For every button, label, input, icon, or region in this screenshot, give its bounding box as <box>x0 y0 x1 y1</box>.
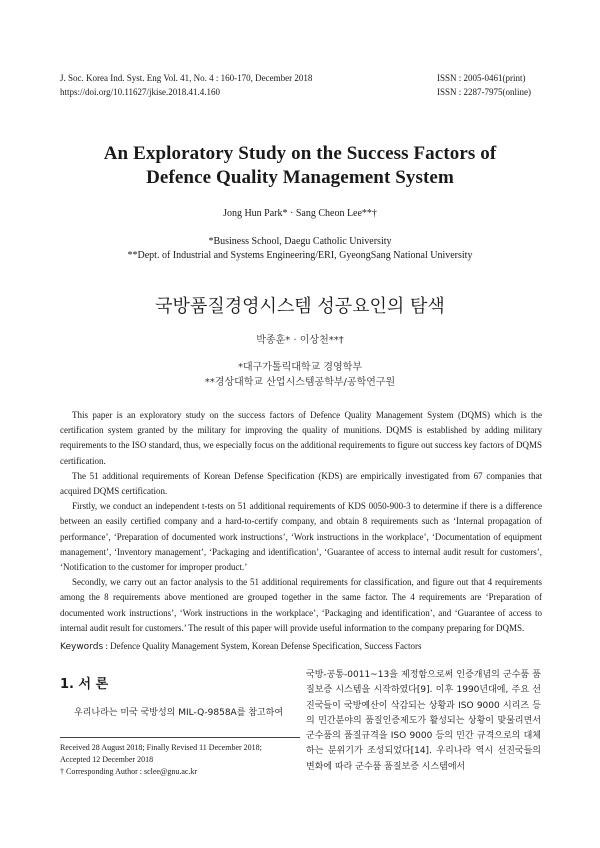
affiliation-english-2: **Dept. of Industrial and Systems Engineering/ERI, GyeongSang National University <box>127 250 473 261</box>
authors-korean: 박종훈* · 이상천**† <box>256 335 344 346</box>
keywords-text: : Defence Quality Management System, Korean Defense Specification, Success Factors <box>105 641 422 651</box>
accepted-date: Accepted 12 December 2018 <box>60 755 154 764</box>
affiliation-english-1: *Business School, Daegu Catholic University <box>208 236 392 247</box>
authors-english: Jong Hun Park* · Sang Cheon Lee**† <box>223 208 377 219</box>
intro-right-column <box>306 668 541 775</box>
affiliations-english <box>60 235 540 263</box>
doi-link[interactable]: https://doi.org/10.11627/jkise.2018.41.4.160 <box>60 86 221 97</box>
affiliation-korean-1: *대구가톨릭대학교 경영학부 <box>237 362 363 373</box>
abstract-paragraph: Secondly, we carry out an factor analysis to the 51 additional requirements for classification, and figure out that 4 requirements among the 8 requirements above mentioned are grouped together in the same factor. The 4 requirements are ‘Preparation of documented work instructions’, ‘Work instructions in the workplace’, ‘Packaging and identification’, and ‘Guarantee of access to internal audit result for customers.’ The result of this paper will provide useful information to the company preparing for DQMS. <box>60 577 542 633</box>
abstract-paragraph: The 51 additional requirements of Korean Defense Specification (KDS) are empirically investigated from 67 companies that acquired DQMS certification. <box>60 470 542 497</box>
abstract-paragraph: Firstly, we conduct an independent t-tests on 51 additional requirements of KDS 0050-900-3 to determine if there is a difference between an easily certified company and a hard-to-certify company, and obtain 8 requirements such as ‘Internal propagation of performance’, ‘Preparation of documented work instructions’, ‘Work instructions in the workplace’, ‘Documentation of equipment management’, ‘Inventory management’, ‘Packaging and identification’, ‘Guarantee of access to internal audit result for customers’, ‘Notification to the customer for improper product.’ <box>60 501 542 573</box>
section-heading: 1. 서 론 <box>60 677 109 692</box>
intro-paragraph: 우리나라는 미국 국방성의 MIL-Q-9858A를 참고하여 <box>74 708 284 718</box>
title-english-line-2: Defence Quality Management System <box>146 167 454 188</box>
intro-paragraph: 국방-공통-0011~13을 제정함으로써 인증개념의 군수품 품질보증 시스템을 시작하였다[9]. 이후 1990년대에, 주요 선진국들이 국방예산이 삭감되는 상황과 ISO 9000 시리즈 등의 민간분야의 품질인증제도가 활성되는 상황이 맞물리면서 군수품의 품질규격을 ISO 9000 등의 민간 규격으로의 대체하는 분위기가 조성되었다[14]. 우리나라 역시 선진국들의 변화에 따라 군수품 품질보증 시스템에서 <box>306 670 541 772</box>
abstract-paragraph: This paper is an exploratory study on the success factors of Defence Quality Management System (DQMS) which is the certification system granted by the military for improving the quality of munitions. DQMS is established by adding military requirements to the ISO standard, thus, we especially focus on the additional requirements to figure out success key factors of DQMS certification. <box>60 410 542 466</box>
footnote <box>60 742 303 778</box>
title-korean: 국방품질경영시스템 성공요인의 탐색 <box>155 296 445 317</box>
keywords-label: Keywords <box>60 642 104 652</box>
issn-print: ISSN : 2005-0461(print) <box>437 73 526 83</box>
title-english-line-1: An Exploratory Study on the Success Factors of <box>103 143 497 164</box>
affiliations-korean <box>60 360 540 390</box>
intro-left-column <box>60 706 303 721</box>
citation: J. Soc. Korea Ind. Syst. Eng Vol. 41, No. 4 : 160-170, December 2018 <box>60 73 313 83</box>
footnote-divider <box>60 737 300 738</box>
abstract <box>60 408 542 636</box>
keywords <box>60 640 542 653</box>
received-date: Received 28 August 2018; Finally Revised 11 December 2018; <box>60 743 262 752</box>
corresponding-author: † Corresponding Author : sclee@gnu.ac.kr <box>60 767 198 776</box>
title-english <box>60 142 540 190</box>
issn-block <box>437 72 531 99</box>
journal-header <box>60 72 312 99</box>
affiliation-korean-2: **경상대학교 산업시스템공학부/공학연구원 <box>204 377 396 388</box>
issn-online: ISSN : 2287-7975(online) <box>437 86 531 97</box>
